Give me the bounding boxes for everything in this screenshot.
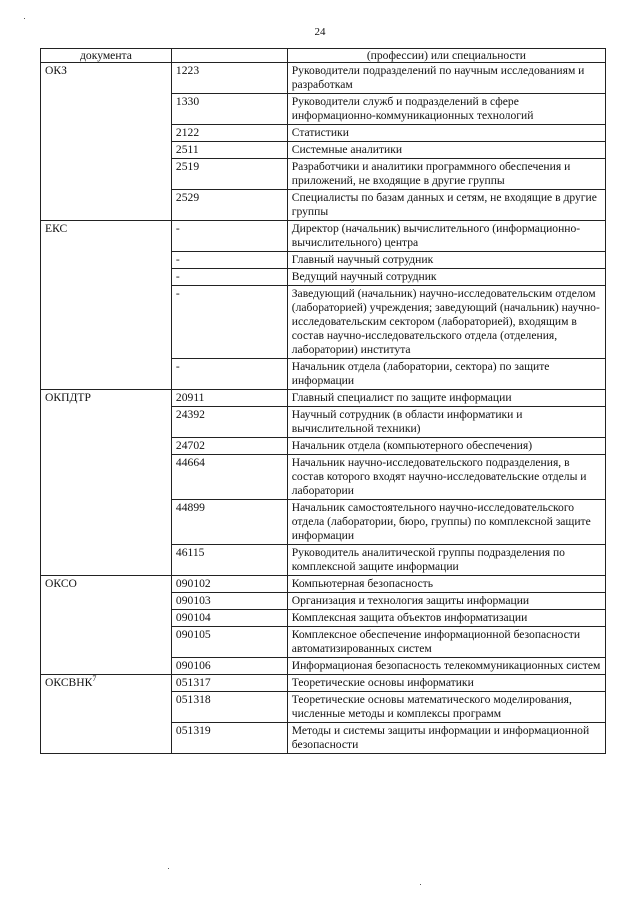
title-cell: Методы и системы защиты информации и информационной безопасности — [287, 723, 605, 754]
code-cell: 20911 — [171, 390, 287, 407]
title-cell: Информационая безопасность телекоммуникационных систем — [287, 658, 605, 675]
code-cell: 1223 — [171, 63, 287, 94]
title-cell: Главный специалист по защите информации — [287, 390, 605, 407]
scan-speck — [420, 884, 421, 885]
document-name: ОКСО — [45, 577, 77, 590]
table-header-row — [41, 49, 606, 63]
code-cell: - — [171, 252, 287, 269]
title-cell: Комплексное обеспечение информационной безопасности автоматизированных систем — [287, 627, 605, 658]
table-body — [41, 49, 606, 754]
code-cell: 2529 — [171, 190, 287, 221]
title-cell: Организация и технология защиты информации — [287, 593, 605, 610]
table-row — [41, 63, 606, 94]
table-row — [41, 221, 606, 252]
code-cell: 1330 — [171, 94, 287, 125]
code-cell: 090106 — [171, 658, 287, 675]
title-cell: Начальник научно-исследовательского подразделения, в состав которого входят научно-исследовательские отделы и лаборатории — [287, 455, 605, 500]
code-cell: - — [171, 269, 287, 286]
code-cell: - — [171, 221, 287, 252]
footnote-mark: 7 — [92, 674, 97, 684]
code-cell: - — [171, 359, 287, 390]
title-cell: Статистики — [287, 125, 605, 142]
scan-speck — [24, 18, 25, 19]
code-cell: 44664 — [171, 455, 287, 500]
title-cell: Научный сотрудник (в области информатики и вычислительной техники) — [287, 407, 605, 438]
title-cell: Компьютерная безопасность — [287, 576, 605, 593]
title-cell: Начальник отдела (лаборатории, сектора) по защите информации — [287, 359, 605, 390]
page-number: 24 — [314, 26, 326, 38]
title-cell: Начальник самостоятельного научно-исследовательского отдела (лаборатории, бюро, группы) по комплексной защите информации — [287, 500, 605, 545]
title-cell: Заведующий (начальник) научно-исследовательским отделом (лабораторией) учреждения; заведующий (начальник) научно-исследовательским сектором (лабораторией), входящим в состав научно-исследовательского отдела (отделения, лаборатории) института — [287, 286, 605, 359]
document-name: ЕКС — [45, 222, 68, 235]
code-cell: 090103 — [171, 593, 287, 610]
document-cell — [41, 390, 172, 576]
header-cell-code — [171, 49, 287, 63]
title-cell: Главный научный сотрудник — [287, 252, 605, 269]
title-cell: Комплексная защита объектов информатизации — [287, 610, 605, 627]
title-cell: Системные аналитики — [287, 142, 605, 159]
title-cell: Руководители подразделений по научным исследованиям и разработкам — [287, 63, 605, 94]
code-cell: 090104 — [171, 610, 287, 627]
code-cell: 46115 — [171, 545, 287, 576]
code-cell: 090102 — [171, 576, 287, 593]
table-row — [41, 675, 606, 692]
title-cell: Руководитель аналитической группы подразделения по комплексной защите информации — [287, 545, 605, 576]
code-cell: 2511 — [171, 142, 287, 159]
code-cell: 051319 — [171, 723, 287, 754]
table-row — [41, 390, 606, 407]
code-cell: 24702 — [171, 438, 287, 455]
document-name: ОКПДТР — [45, 391, 91, 404]
document-name: ОКСВНК — [45, 676, 93, 689]
code-cell: 24392 — [171, 407, 287, 438]
header-cell-document: документа — [41, 49, 172, 63]
title-cell: Начальник отдела (компьютерного обеспечения) — [287, 438, 605, 455]
code-cell: - — [171, 286, 287, 359]
title-cell: Специалисты по базам данных и сетям, не входящие в другие группы — [287, 190, 605, 221]
header-cell-specialty: (профессии) или специальности — [287, 49, 605, 63]
document-cell — [41, 675, 172, 754]
code-cell: 2122 — [171, 125, 287, 142]
table-row — [41, 576, 606, 593]
classifier-table — [40, 48, 606, 754]
code-cell: 051317 — [171, 675, 287, 692]
document-cell — [41, 221, 172, 390]
code-cell: 051318 — [171, 692, 287, 723]
scan-speck — [168, 868, 169, 869]
document-cell — [41, 63, 172, 221]
title-cell: Ведущий научный сотрудник — [287, 269, 605, 286]
title-cell: Руководители служб и подразделений в сфере информационно-коммуникационных технологий — [287, 94, 605, 125]
document-name: ОКЗ — [45, 64, 67, 77]
title-cell: Теоретические основы математического моделирования, численные методы и комплексы программ — [287, 692, 605, 723]
code-cell: 090105 — [171, 627, 287, 658]
title-cell: Теоретические основы информатики — [287, 675, 605, 692]
code-cell: 2519 — [171, 159, 287, 190]
title-cell: Разработчики и аналитики программного обеспечения и приложений, не входящие в другие группы — [287, 159, 605, 190]
code-cell: 44899 — [171, 500, 287, 545]
title-cell: Директор (начальник) вычислительного (информационно-вычислительного) центра — [287, 221, 605, 252]
document-cell — [41, 576, 172, 675]
